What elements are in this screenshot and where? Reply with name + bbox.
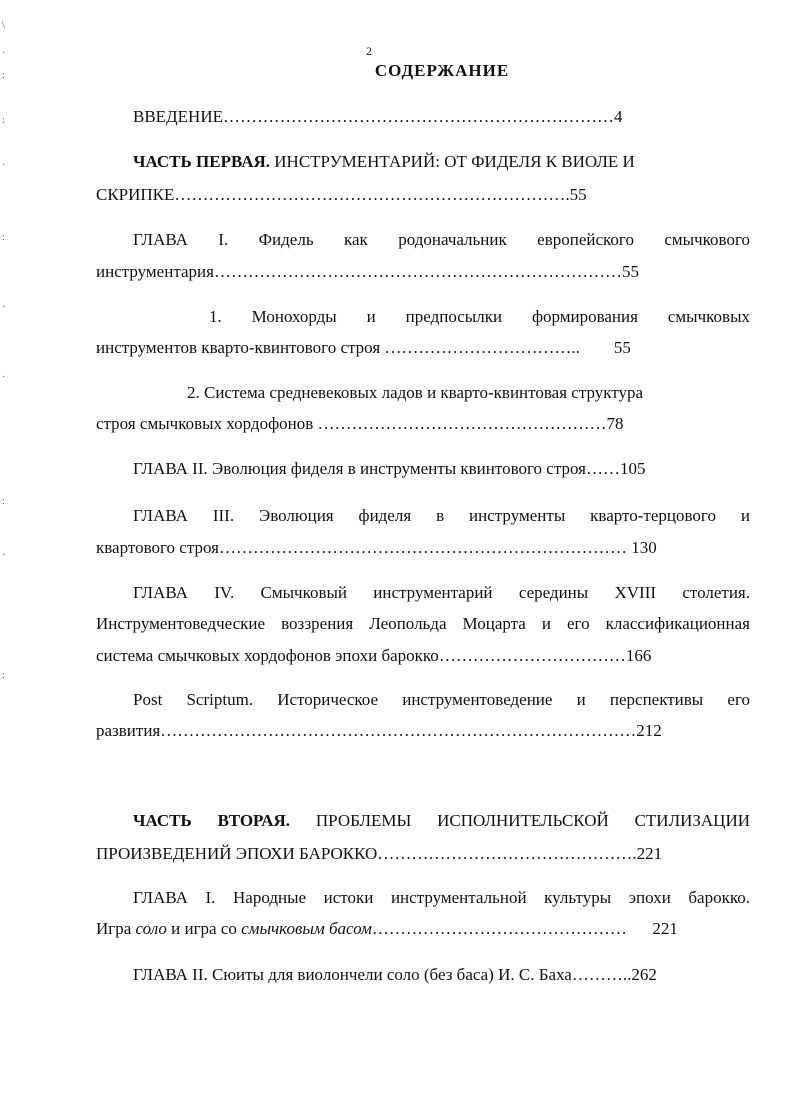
toc-chapter-2: ГЛАВА II. Эволюция фиделя в инструменты квинтового строя……105 xyxy=(133,459,646,478)
toc-post-scriptum-cont: развития…………………………………………………………………………212 xyxy=(96,721,662,740)
toc-chapter-3: ГЛАВА III. Эволюция фиделя в инструменты кварто-терцового и xyxy=(133,506,750,525)
toc-post-scriptum: Post Scriptum. Историческое инструментоведение и перспективы его xyxy=(133,690,750,709)
toc-p2-chapter-1: ГЛАВА I. Народные истоки инструментальной культуры эпохи барокко. xyxy=(133,888,750,907)
toc-part-two: ЧАСТЬ ВТОРАЯ. ПРОБЛЕМЫ ИСПОЛНИТЕЛЬСКОЙ СТИЛИЗАЦИИ xyxy=(133,811,751,830)
toc-section-1-2-cont: строя смычковых хордофонов ……………………………………………78 xyxy=(96,414,624,433)
toc-p2-chapter-1-cont: Игра соло и игра со смычковым басом……………………………………… 221 xyxy=(96,919,678,938)
toc-p2-chapter-2: ГЛАВА II. Сюиты для виолончели соло (без баса) И. С. Баха………..262 xyxy=(133,965,657,984)
toc-chapter-3-cont: квартового строя……………………………………………………………… 130 xyxy=(96,538,657,557)
toc-part-one: ЧАСТЬ ПЕРВАЯ. ИНСТРУМЕНТАРИЙ: ОТ ФИДЕЛЯ К ВИОЛЕ И xyxy=(133,152,635,171)
toc-section-1-1: 1. Монохорды и предпосылки формирования смычковых xyxy=(209,307,750,326)
part-two-label: ЧАСТЬ ВТОРАЯ. xyxy=(133,811,291,830)
part-one-label: ЧАСТЬ ПЕРВАЯ. xyxy=(133,152,271,171)
toc-part-one-cont: СКРИПКЕ…………………………………………………………….55 xyxy=(96,185,587,204)
toc-chapter-4-cont: Инструментоведческие воззрения Леопольда Моцарта и его классификационная xyxy=(96,614,750,633)
toc-section-1-1-cont: инструментов кварто-квинтового строя …………………………….. 55 xyxy=(96,338,631,357)
toc-chapter-1-cont: инструментария………………………………………………………………55 xyxy=(96,262,639,281)
page-number: 2 xyxy=(366,44,372,58)
toc-entry-intro: ВВЕДЕНИЕ……………………………………………………………4 xyxy=(133,107,623,126)
page-title: СОДЕРЖАНИЕ xyxy=(374,61,510,80)
toc-chapter-1: ГЛАВА I. Фидель как родоначальник европейского смычкового xyxy=(133,230,750,249)
toc-part-two-cont: ПРОИЗВЕДЕНИЙ ЭПОХИ БАРОККО……………………………………….221 xyxy=(96,844,663,863)
toc-section-1-2: 2. Система средневековых ладов и кварто-квинтовая структура xyxy=(187,383,644,402)
toc-chapter-4: ГЛАВА IV. Смычковый инструментарий середины XVIII столетия. xyxy=(133,583,750,602)
margin-scan-marks: \ · : : · : · · : · : xyxy=(2,20,6,681)
toc-chapter-4-cont2: система смычковых хордофонов эпохи барокко……………………………166 xyxy=(96,646,652,665)
